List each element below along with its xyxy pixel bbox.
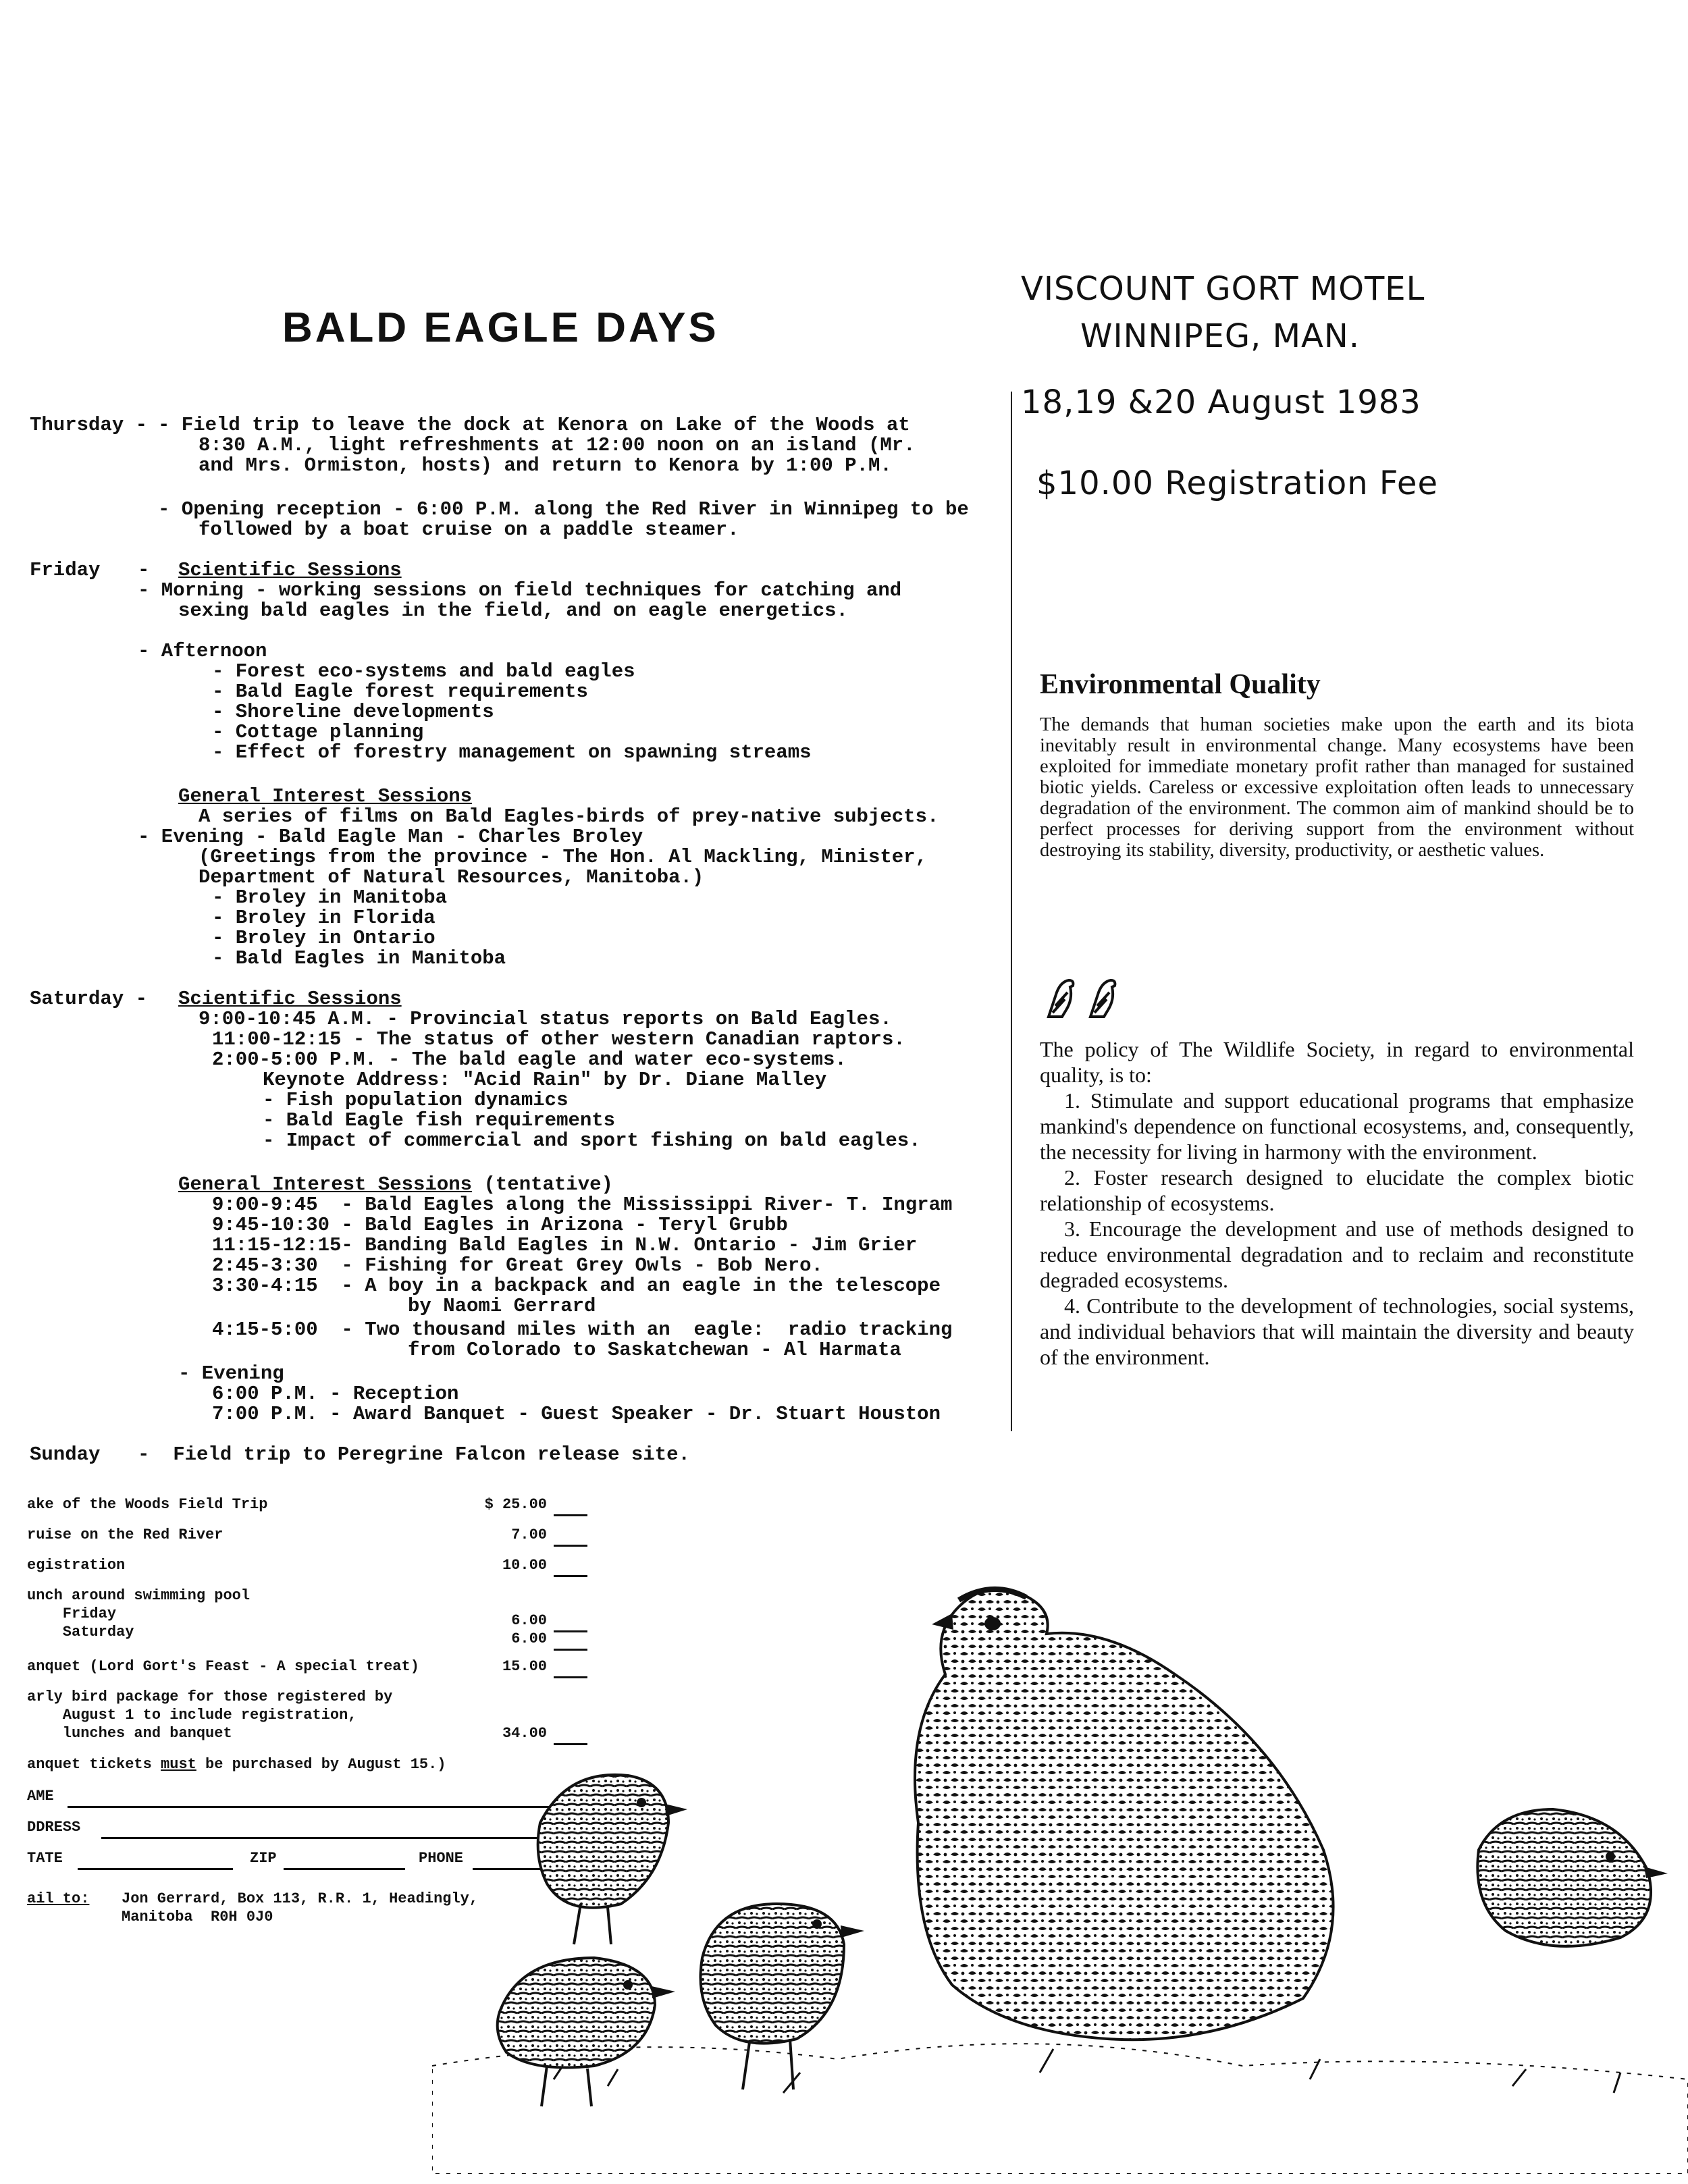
environmental-quality-section (1040, 668, 1634, 861)
address-label: DDRESS (27, 1819, 81, 1836)
schedule-line: Keynote Address: "Acid Rain" by Dr. Diane Malley (263, 1069, 827, 1091)
schedule-line: 2:00-5:00 P.M. - The bald eagle and water eco-systems. (212, 1048, 847, 1071)
schedule-line: - Bald Eagles in Manitoba (212, 947, 506, 969)
schedule-line: A series of films on Bald Eagles-birds of prey-native subjects. (199, 805, 939, 828)
zip-label: ZIP (250, 1850, 277, 1867)
scientific-sessions-heading: Scientific Sessions (178, 559, 402, 581)
must-emphasis: must (161, 1756, 196, 1773)
banquet-ticket-note: anquet tickets must be purchased by August 15.) (27, 1756, 446, 1773)
form-item-label: August 1 to include registration, (27, 1707, 357, 1724)
policy-intro: The policy of The Wildlife Society, in regard to environmental quality, is to: (1040, 1037, 1634, 1087)
schedule-line: from Colorado to Saskatchewan - Al Harmata (408, 1339, 901, 1361)
schedule-line: - Shoreline developments (212, 701, 494, 723)
venue-name: VISCOUNT GORT MOTEL (1021, 270, 1425, 308)
schedule-line: 11:00-12:15 - The status of other western Canadian raptors. (212, 1028, 905, 1050)
form-item-price: 6.00 (511, 1612, 547, 1629)
schedule-line: - Broley in Manitoba (212, 886, 448, 909)
form-item-price: 34.00 (502, 1725, 547, 1742)
form-item-label: egistration (27, 1557, 126, 1574)
general-interest-heading: General Interest Sessions (178, 785, 473, 807)
form-item-label: anquet (Lord Gort's Feast - A special treat) (27, 1658, 419, 1675)
day-label-thursday: Thursday - (30, 414, 148, 436)
schedule-line: 11:15-12:15- Banding Bald Eagles in N.W. Ontario - Jim Grier (212, 1234, 918, 1256)
policy-section (1040, 1036, 1634, 1370)
day-label-sunday: Sunday (30, 1443, 101, 1466)
schedule-line: - Opening reception - 6:00 P.M. along the Red River in Winnipeg to be (158, 498, 969, 521)
schedule-dash: - (138, 559, 150, 581)
schedule-line: - Morning - working sessions on field techniques for catching and (138, 579, 902, 602)
form-item-price: 10.00 (502, 1557, 547, 1574)
column-divider (1011, 392, 1012, 1431)
form-item-price: 15.00 (502, 1658, 547, 1675)
mail-address-line: Jon Gerrard, Box 113, R.R. 1, Headingly, (122, 1890, 479, 1907)
form-item-price: $ 25.00 (484, 1496, 547, 1513)
wildlife-society-birds-icon (1043, 972, 1131, 1019)
schedule-line: - Field trip to Peregrine Falcon release site. (138, 1443, 690, 1466)
schedule-line: 9:45-10:30 - Bald Eagles in Arizona - Teryl Grubb (212, 1214, 788, 1236)
schedule-line: and Mrs. Ormiston, hosts) and return to Kenora by 1:00 P.M. (199, 454, 892, 477)
schedule-line: 7:00 P.M. - Award Banquet - Guest Speaker - Dr. Stuart Houston (212, 1403, 941, 1425)
schedule-line: sexing bald eagles in the field, and on eagle energetics. (178, 600, 848, 622)
form-item-label: ruise on the Red River (27, 1526, 223, 1543)
schedule-line: 2:45-3:30 - Fishing for Great Grey Owls - Bob Nero. (212, 1254, 823, 1277)
day-label-saturday: Saturday - (30, 988, 148, 1010)
schedule-line: - Cottage planning (212, 721, 424, 743)
schedule-line: - Broley in Ontario (212, 927, 436, 949)
schedule-line: - Fish population dynamics (263, 1089, 569, 1111)
schedule-line: 3:30-4:15 - A boy in a backpack and an eagle in the telescope (212, 1275, 941, 1297)
schedule-line: - Broley in Florida (212, 907, 436, 929)
schedule-line: followed by a boat cruise on a paddle steamer. (199, 518, 739, 541)
state-label: TATE (27, 1850, 63, 1867)
policy-item: 1. Stimulate and support educational programs that emphasize mankind's dependence on functional ecosystems, and, consequently, the necessity for living in harmony with the environment. (1040, 1088, 1634, 1164)
schedule-line: - Evening - Bald Eagle Man - Charles Broley (138, 826, 643, 848)
schedule-line: - Bald Eagle forest requirements (212, 681, 588, 703)
day-label-friday: Friday (30, 559, 101, 581)
form-item-label: Saturday (27, 1624, 134, 1641)
scientific-sessions-heading: Scientific Sessions (178, 988, 402, 1010)
grouse-and-chicks-illustration (432, 1472, 1688, 2174)
mail-to-label: ail to: (27, 1890, 90, 1907)
tentative-note: (tentative) (472, 1173, 613, 1196)
schedule-line: 6:00 P.M. - Reception (212, 1383, 459, 1405)
page-title: BALD EAGLE DAYS (282, 304, 719, 351)
schedule-line: - Afternoon (138, 640, 267, 662)
form-item-label: Friday (27, 1605, 117, 1622)
form-item-price: 7.00 (511, 1526, 547, 1543)
environmental-quality-body: The demands that human societies make upon the earth and its biota inevitably result in environmental change. Many ecosystems have been exploited for immediate monetary profit rather than managed for sustained biotic yields. Careless or excessive exploitation often leads to unnecessary degradation of the environment. The common aim of mankind should be to perfect processes for deriving support from the environment without destroying its stability, diversity, productivity, or aesthetic values. (1040, 714, 1634, 861)
form-item-label: unch around swimming pool (27, 1587, 250, 1604)
schedule-line: (Greetings from the province - The Hon. Al Mackling, Minister, (199, 846, 927, 868)
environmental-quality-title: Environmental Quality (1040, 669, 1321, 700)
schedule-line: 9:00-9:45 - Bald Eagles along the Mississippi River- T. Ingram (212, 1194, 953, 1216)
policy-item: 4. Contribute to the development of technologies, social systems, and individual behaviors that will maintain the diversity and beauty of the environment. (1040, 1294, 1634, 1369)
name-label: AME (27, 1788, 54, 1805)
general-interest-heading: General Interest Sessions (178, 1173, 473, 1196)
form-item-label: arly bird package for those registered by (27, 1688, 393, 1705)
schedule-line: - Bald Eagle fish requirements (263, 1109, 616, 1131)
form-item-label: lunches and banquet (27, 1725, 232, 1742)
mail-address-line: Manitoba R0H 0J0 (122, 1909, 273, 1925)
schedule-line: Department of Natural Resources, Manitoba.) (199, 866, 704, 888)
schedule-line: 8:30 A.M., light refreshments at 12:00 noon on an island (Mr. (199, 434, 916, 456)
schedule-line: - Impact of commercial and sport fishing on bald eagles. (263, 1129, 921, 1152)
schedule-line: - Evening (178, 1362, 284, 1385)
venue-city: WINNIPEG, MAN. (1080, 317, 1360, 355)
schedule-line: - Field trip to leave the dock at Kenora on Lake of the Woods at (158, 414, 910, 436)
schedule-line: - Forest eco-systems and bald eagles (212, 660, 635, 683)
schedule-line: 9:00-10:45 A.M. - Provincial status reports on Bald Eagles. (199, 1008, 892, 1030)
zip-field[interactable] (284, 1853, 405, 1870)
state-field[interactable] (78, 1853, 233, 1870)
schedule-line: - Effect of forestry management on spawning streams (212, 741, 812, 764)
registration-fee: $10.00 Registration Fee (1036, 464, 1438, 502)
schedule-line: by Naomi Gerrard (408, 1295, 596, 1317)
event-dates: 18,19 &20 August 1983 (1021, 383, 1421, 421)
form-item-label: ake of the Woods Field Trip (27, 1496, 268, 1513)
schedule-line: 4:15-5:00 - Two thousand miles with an eagle: radio tracking (212, 1319, 953, 1341)
policy-item: 2. Foster research designed to elucidate the complex biotic relationship of ecosystems. (1040, 1165, 1634, 1215)
phone-label: PHONE (419, 1850, 464, 1867)
policy-item: 3. Encourage the development and use of methods designed to reduce environmental degradation and to reclaim and reconstitute degraded ecosystems. (1040, 1217, 1634, 1292)
form-item-price: 6.00 (511, 1630, 547, 1647)
